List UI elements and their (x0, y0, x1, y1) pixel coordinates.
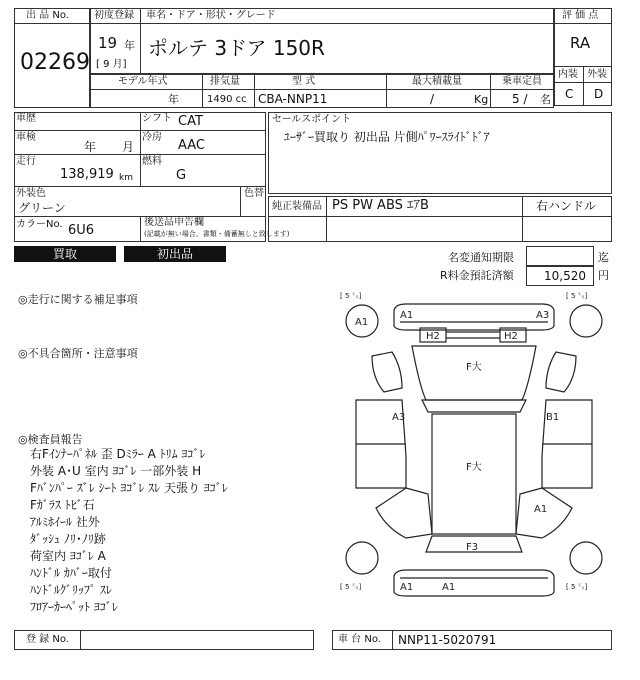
roof (432, 414, 516, 534)
model-year-label: モデル年式 (118, 76, 168, 87)
inspector-line: Fｶﾞﾗｽ ﾄﾋﾞ石 (30, 498, 95, 512)
mark-wheel-fl: A1 (355, 317, 369, 328)
windshield (422, 400, 526, 412)
first-reg-month: [ 9 月] (96, 59, 127, 70)
docs-note: (記載が無い場合、書類・備蓄無しと致します) (144, 230, 290, 238)
name-change-unit: 迄 (598, 251, 609, 264)
fuel-value: G (176, 168, 187, 183)
docs-label: 後送品申告欄 (144, 217, 204, 228)
mark-rear-bumper-left: A1 (400, 582, 414, 593)
repaint-label: 色替 (244, 188, 264, 199)
mileage-label: 走行 (16, 156, 36, 167)
first-reg-label: 初度登録 (94, 10, 134, 21)
inspector-line: ﾌﾛｱｰｶｰﾍﾟｯﾄ ﾖｺﾞﾚ (30, 600, 118, 614)
shift-label: シフト (142, 113, 172, 124)
inspector-label: ◎検査員報告 (18, 433, 83, 446)
quarter-rear-left (376, 488, 432, 538)
ext-color-label: 外装色 (16, 188, 46, 199)
car-name: ポルテ 3ドア 150R (148, 36, 325, 60)
mark-right-rear: A1 (534, 504, 548, 515)
chassis-label: 車 台 No. (338, 634, 381, 645)
model-year-unit: 年 (168, 93, 179, 106)
equip-value: PS PW ABS ｴｱB (332, 198, 429, 213)
rear-bumper (394, 570, 554, 596)
shift-value: CAT (178, 114, 203, 129)
color-no: 6U6 (68, 223, 95, 238)
mileage: 138,919 (60, 167, 114, 182)
model-name-label: 車名・ドア・形状・グレード (146, 10, 276, 21)
wheel-rear-left (346, 542, 378, 574)
fender-front-left (372, 352, 402, 392)
eval-label: 評 価 点 (562, 10, 599, 21)
name-change-field (526, 246, 594, 266)
inspector-line: 右Fｲﾝﾅｰﾊﾟﾈﾙ 歪 Dﾐﾗｰ A ﾄﾘﾑ ﾖｺﾞﾚ (30, 447, 206, 461)
interior-label: 内装 (558, 69, 578, 80)
reg-no-label: 登 録 No. (26, 634, 69, 645)
front-bumper (394, 304, 554, 330)
type-value: CBA-NNP11 (258, 92, 328, 106)
max-load-label: 最大積載量 (412, 76, 462, 87)
wheel-rear-right (570, 542, 602, 574)
recycle-unit: 円 (598, 269, 609, 282)
equip-label: 純正装備品 (272, 201, 322, 212)
ac-value: AAC (178, 138, 205, 153)
fender-front-right (546, 352, 576, 392)
inspector-line: ﾊﾝﾄﾞﾙ ｶﾊﾞｰ取付 (30, 566, 112, 580)
recycle-value: 10,520 (544, 269, 586, 283)
inspector-line: 外装 A･U 室内 ﾖｺﾞﾚ 一部外装 H (30, 464, 202, 478)
inspector-line: ﾀﾞｯｼｭ ﾉﾘ･ﾉﾘ跡 (30, 532, 106, 546)
mark-rear-glass: F3 (466, 542, 479, 553)
tire-mark-fl: [ 5 ㍉] (340, 292, 362, 300)
capacity: 5 / (512, 92, 528, 106)
chassis-no: NNP11-5020791 (398, 633, 497, 647)
mark-headlight-left: H2 (426, 331, 440, 342)
mark-rear-bumper-mid: A1 (442, 582, 456, 593)
name-change-label: 名変通知期限 (448, 251, 514, 264)
ext-color: グリーン (18, 201, 66, 215)
wheel-front-right (570, 305, 602, 337)
capacity-unit: 名 (540, 93, 551, 106)
max-load: / (430, 92, 435, 106)
lot-no: 02269 (20, 50, 90, 75)
defects-label: ◎不具合箇所・注意事項 (18, 347, 138, 360)
displacement: 1490 cc (207, 94, 247, 105)
exterior-grade: D (594, 87, 604, 101)
mark-left-side: A3 (392, 412, 406, 423)
buy-badge: 買取 (14, 246, 116, 262)
mileage-unit: km (119, 173, 133, 183)
mark-hood: F大 (466, 362, 482, 373)
ac-label: 冷房 (142, 132, 162, 143)
inspector-line: ﾊﾝﾄﾞﾙｸﾞﾘｯﾌﾟ ｽﾚ (30, 583, 112, 597)
history-label: 車歴 (16, 113, 36, 124)
first-listing-badge: 初出品 (124, 246, 226, 262)
driving-notes-label: ◎走行に関する補足事項 (18, 293, 138, 306)
recycle-label: R料金預託済額 (440, 269, 514, 282)
fuel-label: 燃料 (142, 156, 162, 167)
inspector-line: ｱﾙﾐﾎｲｰﾙ 社外 (30, 515, 100, 529)
color-no-label: カラーNo. (16, 219, 63, 230)
inspection-year: 年 (84, 140, 97, 154)
sales-text: ﾕｰｻﾞｰ買取り 初出品 片側ﾊﾟﾜｰｽﾗｲﾄﾞﾄﾞｱ (284, 130, 490, 144)
mark-headlight-right: H2 (504, 331, 518, 342)
interior-grade: C (565, 87, 574, 101)
car-condition-diagram (336, 288, 612, 604)
tire-mark-fr: [ 5 ㍉] (566, 292, 588, 300)
eval-grade: RA (570, 34, 591, 52)
lot-no-label: 出 品 No. (26, 10, 69, 21)
sales-label: セールスポイント (272, 114, 352, 125)
type-label: 型 式 (292, 76, 316, 87)
handle: 右ハンドル (536, 199, 597, 213)
inspector-line: 荷室内 ﾖｺﾞﾚ A (30, 549, 106, 563)
year-unit: 年 (124, 39, 135, 52)
capacity-label: 乗車定員 (502, 76, 542, 87)
mark-right-side: B1 (546, 412, 560, 423)
max-load-unit: Kg (474, 93, 489, 106)
tire-mark-rl: [ 5 ㍉] (340, 583, 362, 591)
hood (412, 346, 536, 400)
first-reg-year: 19 (98, 34, 118, 52)
inspector-line: Fﾊﾞﾝﾊﾟｰ ｽﾞﾚ ｼｰﾄ ﾖｺﾞﾚ ｽﾚ 天張り ﾖｺﾞﾚ (30, 481, 228, 495)
inspection-month: 月 (122, 140, 135, 154)
inspection-label: 車検 (16, 132, 36, 143)
mark-front-bumper-right: A3 (536, 310, 550, 321)
tire-mark-rr: [ 5 ㍉] (566, 583, 588, 591)
mark-front-bumper-left: A1 (400, 310, 414, 321)
mark-roof: F大 (466, 462, 482, 473)
displacement-label: 排気量 (210, 76, 240, 87)
exterior-label: 外装 (587, 69, 607, 80)
